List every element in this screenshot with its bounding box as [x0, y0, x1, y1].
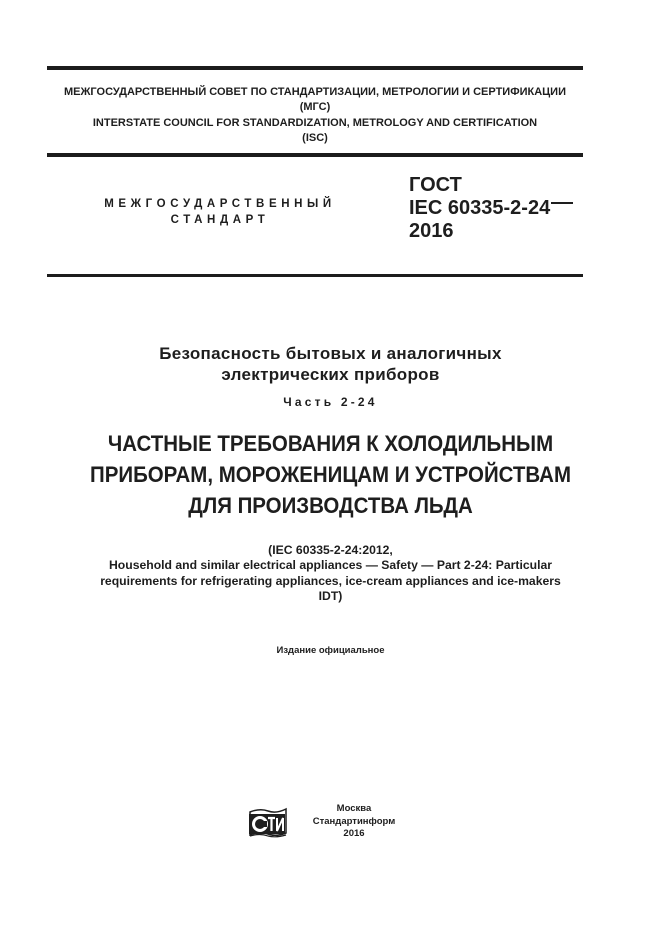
- header-rule: [47, 153, 583, 157]
- council-abbr-ru: (МГС): [299, 101, 331, 114]
- source-standard: [0, 543, 661, 605]
- standard-designation: [409, 174, 573, 243]
- document-title: [23, 428, 638, 521]
- standard-type: [60, 196, 380, 228]
- edition-label: Издание официальное: [276, 645, 385, 656]
- publisher-year: 2016: [343, 828, 365, 839]
- title-line2: ПРИБОРАМ, МОРОЖЕНИЦАМ И УСТРОЙСТВАМ: [90, 462, 571, 487]
- top-rule: [47, 66, 583, 70]
- source-line2: Household and similar electrical appliances — Safety — Part 2-24: Particular: [109, 558, 552, 573]
- standard-type-line2: СТАНДАРТ: [170, 214, 270, 226]
- publisher-name: Стандартинформ: [312, 815, 396, 827]
- council-name-en: INTERSTATE COUNCIL FOR STANDARDIZATION, METROLOGY AND CERTIFICATION: [92, 116, 538, 129]
- title-line3: ДЛЯ ПРОИЗВОДСТВА ЛЬДА: [188, 493, 473, 518]
- standard-type-line1: МЕЖГОСУДАРСТВЕННЫЙ: [104, 198, 336, 210]
- publisher-block: [246, 803, 406, 843]
- part-number: Часть 2-24: [283, 395, 378, 409]
- council-abbr-en: (ISC): [302, 131, 328, 144]
- source-line1: (IEC 60335-2-24:2012,: [268, 543, 393, 557]
- source-line3: requirements for refrigerating appliances, ice-cream appliances and ice-makers: [100, 573, 561, 588]
- standartinform-logo-icon: [246, 805, 288, 839]
- subtitle-line2: электрических приборов: [221, 365, 440, 384]
- subtitle-line1: Безопасность бытовых и аналогичных: [159, 344, 502, 363]
- source-line4: IDT): [318, 589, 343, 604]
- designation-number-line: [409, 197, 573, 220]
- council-header: [47, 85, 583, 146]
- publisher-text: [304, 803, 404, 841]
- designation-year: 2016: [409, 220, 454, 242]
- designation-prefix: ГОСТ: [409, 174, 462, 196]
- designation-number: IEC 60335-2-24: [409, 197, 551, 219]
- publisher-city: Москва: [336, 803, 372, 814]
- em-dash: [551, 202, 573, 204]
- title-line1: ЧАСТНЫЕ ТРЕБОВАНИЯ К ХОЛОДИЛЬНЫМ: [107, 431, 554, 456]
- council-name-ru: МЕЖГОСУДАРСТВЕННЫЙ СОВЕТ ПО СТАНДАРТИЗАЦИИ, МЕТРОЛОГИИ И СЕРТИФИКАЦИИ: [63, 86, 566, 98]
- designation-rule: [47, 274, 583, 277]
- subtitle: [0, 343, 661, 385]
